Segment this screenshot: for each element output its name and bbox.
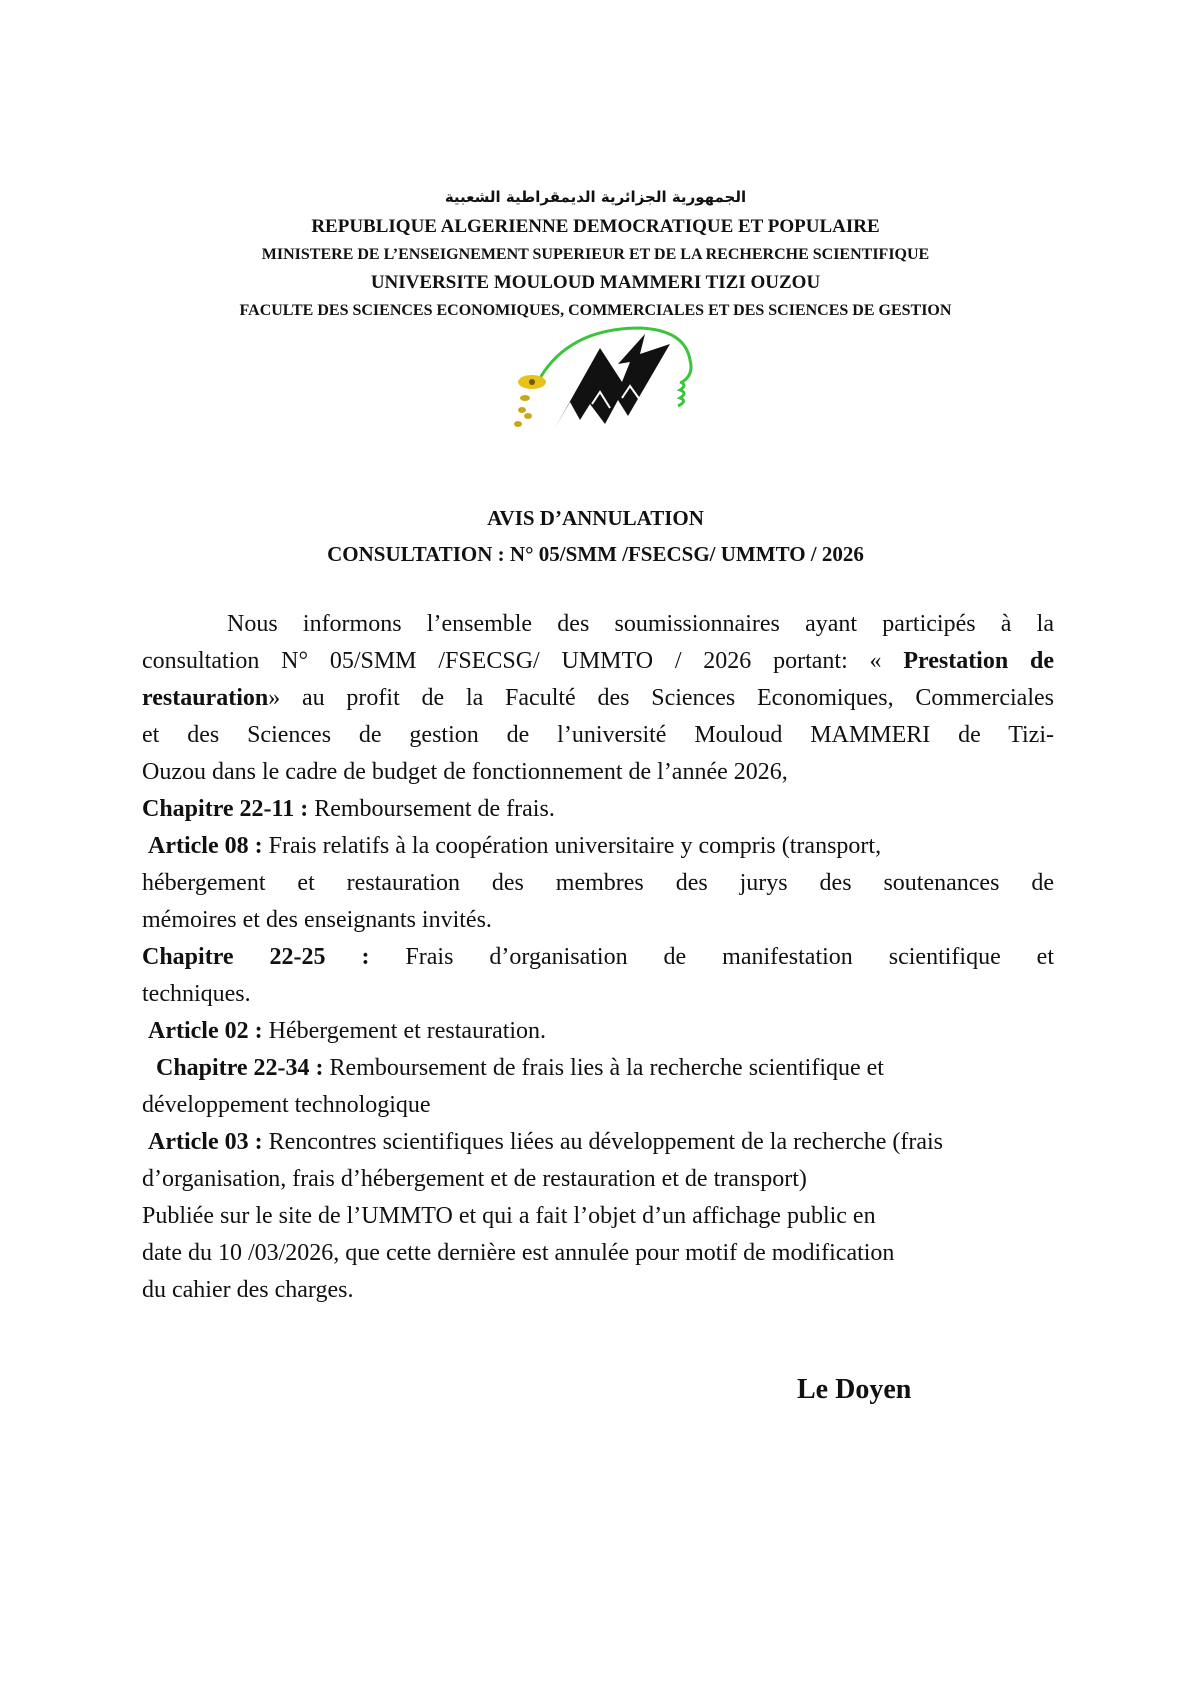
body-text: » au profit de la Faculté des Sciences Economiques, Commerciales <box>268 685 1054 711</box>
notice-body <box>142 606 1054 1309</box>
body-line: date du 10 /03/2026, que cette dernière est annulée pour motif de modification <box>142 1240 895 1266</box>
body-line: Publiée sur le site de l’UMMTO et qui a fait l’objet d’un affichage public en <box>142 1203 876 1229</box>
article-08 <box>142 828 1054 865</box>
body-emphasis: Prestation de <box>903 648 1054 674</box>
chapter-22-11 <box>142 791 1054 828</box>
chapter-label: Chapitre 22-34 : <box>156 1055 324 1081</box>
logo-wave <box>678 382 684 406</box>
header-university: UNIVERSITE MOULOUD MAMMERI TIZI OUZOU <box>370 272 821 293</box>
notice-title: AVIS D’ANNULATION <box>487 506 704 530</box>
body-line <box>142 680 1054 717</box>
article-label: Article 08 : <box>148 833 263 859</box>
body-line: Ouzou dans le cadre de budget de fonctionnement de l’année 2026, <box>142 759 788 785</box>
header-faculty: FACULTE DES SCIENCES ECONOMIQUES, COMMERCIALES ET DES SCIENCES DE GESTION <box>239 302 952 319</box>
body-line: techniques. <box>142 981 251 1007</box>
article-text: Frais relatifs à la coopération universitaire y compris (transport, <box>262 833 882 859</box>
body-line: mémoires et des enseignants invités. <box>142 907 492 933</box>
chapter-label: Chapitre 22-25 : <box>142 944 370 970</box>
body-emphasis: restauration <box>142 685 269 711</box>
article-text: Hébergement et restauration. <box>262 1018 547 1044</box>
chapter-22-34 <box>142 1050 1054 1087</box>
body-line: hébergement et restauration des membres des jurys des soutenances de <box>142 870 1054 896</box>
chapter-22-25 <box>142 939 1054 976</box>
body-line: et des Sciences de gestion de l’université Mouloud MAMMERI de Tizi- <box>142 722 1054 748</box>
article-label: Article 03 : <box>148 1129 263 1155</box>
header-arabic: الجمهورية الجزائرية الديمقراطية الشعبية <box>444 188 747 206</box>
article-text: Rencontres scientifiques liées au développement de la recherche (frais <box>262 1129 943 1155</box>
body-line: du cahier des charges. <box>142 1277 354 1303</box>
header-ministry: MINISTERE DE L’ENSEIGNEMENT SUPERIEUR ET DE LA RECHERCHE SCIENTIFIQUE <box>261 246 930 263</box>
chapter-label: Chapitre 22-11 : <box>142 796 309 822</box>
header-republic: REPUBLIQUE ALGERIENNE DEMOCRATIQUE ET POPULAIRE <box>311 216 880 237</box>
body-line: développement technologique <box>142 1092 431 1118</box>
chapter-text: Frais d’organisation de manifestation scientifique et <box>369 944 1054 970</box>
logo-mountains <box>555 334 670 428</box>
body-line: Nous informons l’ensemble des soumissionnaires ayant participés à la <box>227 611 1054 637</box>
university-logo <box>510 320 710 430</box>
article-02 <box>142 1013 1054 1050</box>
article-label: Article 02 : <box>148 1018 263 1044</box>
chapter-text: Remboursement de frais lies à la recherche scientifique et <box>323 1055 884 1081</box>
notice-reference: CONSULTATION : N° 05/SMM /FSECSG/ UMMTO / 2026 <box>327 542 864 566</box>
chapter-text: Remboursement de frais. <box>308 796 555 822</box>
signature: Le Doyen <box>797 1374 912 1405</box>
article-03 <box>142 1124 1054 1161</box>
body-text: consultation N° 05/SMM /FSECSG/ UMMTO / 2026 portant: « <box>142 648 904 674</box>
body-line: d’organisation, frais d’hébergement et de restauration et de transport) <box>142 1166 807 1192</box>
body-line <box>142 643 1054 680</box>
